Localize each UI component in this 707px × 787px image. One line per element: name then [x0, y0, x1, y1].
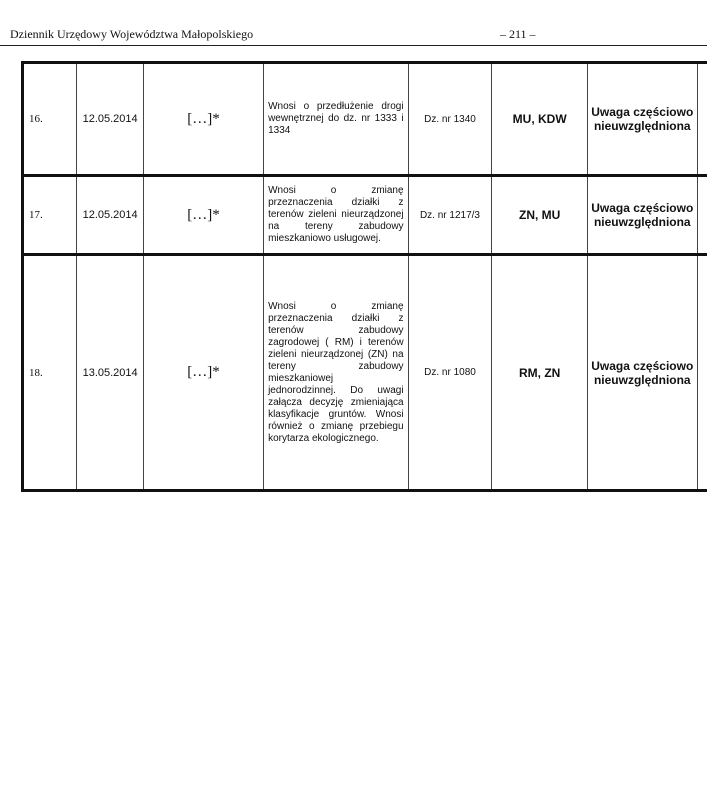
row-designation: MU, KDW [492, 63, 588, 176]
row-number: 17. [23, 176, 77, 255]
row-description: Wnosi o zmianę przeznaczenia działki z terenów zieleni nieurządzonej na tereny zabudowy mieszkaniowo usługowej. [264, 176, 408, 255]
page-number: – 211 – [500, 27, 536, 41]
row-plot: Dz. nr 1217/3 [408, 176, 492, 255]
row-number: 18. [23, 255, 77, 491]
row-date: 12.05.2014 [77, 176, 144, 255]
row-cut-column [697, 176, 707, 255]
table-row [23, 255, 707, 491]
row-plot: Dz. nr 1080 [408, 255, 492, 491]
row-date: 13.05.2014 [77, 255, 144, 491]
row-resolution: Uwaga częściowo nieuwzględniona [587, 176, 697, 255]
row-date: 12.05.2014 [77, 63, 144, 176]
row-plot: Dz. nr 1340 [408, 63, 492, 176]
row-description: Wnosi o przedłużenie drogi wewnętrznej do dz. nr 1333 i 1334 [264, 63, 408, 176]
row-description: Wnosi o zmianę przeznaczenia działki z terenów zabudowy zagrodowej ( RM) i terenów zieleni nieurządzonej (ZN) na tereny zabudowy mieszkaniowej jednorodzinnej. Do uwagi załącza decyzję zmieniająca klasyfikacje gruntów. Wnosi również o zmianę przebiegu korytarza ekologicznego. [264, 255, 408, 491]
row-designation: RM, ZN [492, 255, 588, 491]
table-row [23, 176, 707, 255]
row-resolution: Uwaga częściowo nieuwzględniona [587, 63, 697, 176]
row-applicant: […]* [144, 255, 264, 491]
row-designation: ZN, MU [492, 176, 588, 255]
row-number: 16. [23, 63, 77, 176]
row-cut-column [697, 63, 707, 176]
row-resolution: Uwaga częściowo nieuwzględniona [587, 255, 697, 491]
table-row [23, 63, 707, 176]
row-applicant: […]* [144, 176, 264, 255]
row-applicant: […]* [144, 63, 264, 176]
journal-title: Dziennik Urzędowy Województwa Małopolskiego [10, 27, 254, 41]
row-cut-column [697, 255, 707, 491]
header-rule [0, 45, 707, 46]
remarks-table [21, 61, 707, 492]
